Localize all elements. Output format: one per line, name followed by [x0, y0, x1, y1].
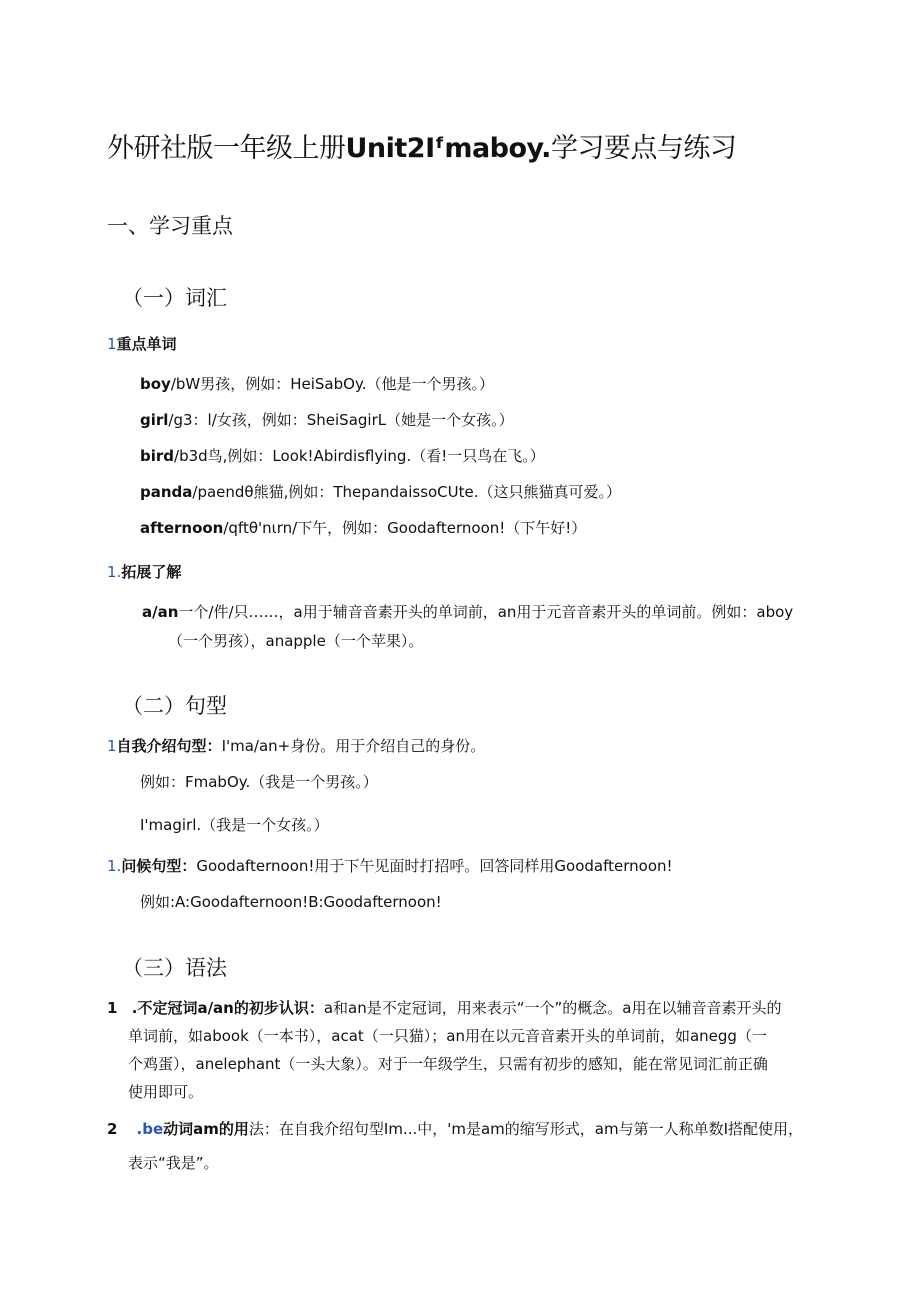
grammar-item1-line2: 单词前，如abook（一本书），acat（一只猫）；an用在以元音音素开头的单词前，如anegg（一: [128, 1027, 767, 1045]
grammar-item1-line4: 使用即可。: [128, 1083, 204, 1101]
word-girl-desc: /g3：l/女孩，例如：SheiSagirL（她是一个女孩。）: [168, 411, 514, 429]
sentence-sub1-text: I'ma/an+身份。用于介绍自己的身份。: [221, 737, 486, 755]
grammar-item1-text1: a和an是不定冠词，用来表示“一个”的概念。a用在以辅音音素开头的: [323, 999, 782, 1017]
word-bird-desc: /b3d鸟,例如：Look!Abirdisflying.（看!一只鸟在飞。）: [174, 447, 545, 465]
vocab-heading: （一）词汇: [122, 286, 227, 310]
grammar-item1-number: 1: [107, 999, 118, 1017]
grammar-item2-line2: 表示“我是”。: [128, 1154, 219, 1172]
word-line-panda: [140, 481, 621, 502]
vocab-sub1-label: 重点单词: [116, 335, 177, 353]
sentence-example-2: I'magirl.（我是一个女孩。）: [140, 816, 329, 834]
word-line-bird: [140, 445, 545, 466]
grammar-item2-label-a: .be: [136, 1120, 164, 1138]
word-girl: girl: [140, 411, 169, 429]
grammar-item2-number: 2: [107, 1120, 118, 1138]
document-title: [107, 126, 736, 165]
vocab-sub1-number: 1: [107, 335, 117, 353]
grammar-item1-label: .不定冠词a/an的初步认识：: [131, 999, 324, 1017]
title-part-2: Unit2Iᶠmaboy.: [345, 133, 551, 164]
word-boy-desc: /bW男孩，例如：HeiSabOy.（他是一个男孩。）: [170, 375, 494, 393]
grammar-item1-line3: 个鸡蛋），anelephant（一头大象）。对于一年级学生，只需有初步的感知，能在常见词汇前正确: [128, 1055, 768, 1073]
title-part-3: 学习要点与练习: [550, 133, 737, 164]
word-panda: panda: [140, 483, 193, 501]
sentence-sub2-number: 1.: [107, 857, 122, 875]
word-bird: bird: [140, 447, 175, 465]
section-heading-key-points: 一、学习重点: [107, 214, 233, 238]
word-line-boy: [140, 373, 494, 394]
sentence-sub2-label: 问候句型：: [121, 857, 197, 875]
sentence-example-1: 例如：FmabOy.（我是一个男孩。）: [140, 773, 378, 791]
vocab-sub2-heading: [107, 561, 181, 582]
grammar-item2-line1: [107, 1118, 803, 1139]
extend-line-1: [142, 601, 793, 622]
sentence-heading: （二）句型: [122, 694, 227, 718]
grammar-heading: （三）语法: [122, 956, 227, 980]
sentence-sub1: [107, 735, 485, 756]
title-part-1: 外研社版一年级上册: [107, 133, 346, 164]
word-afternoon-desc: /qftθ'nιrn/下午，例如：Goodafternoon!（下午好!）: [223, 519, 587, 537]
extend-text-1: 一个/件/只……，a用于辅音音素开头的单词前，an用于元音音素开头的单词前。例如：aboy: [178, 603, 794, 621]
sentence-sub2-text: Goodafternoon!用于下午见面时打招呼。回答同样用Goodafternoon!: [196, 857, 673, 875]
grammar-item1-line1: [107, 997, 782, 1018]
grammar-item2-text1: 法：在自我介绍句型Im...中，'m是am的缩写形式，am与第一人称单数I搭配使用，: [248, 1120, 804, 1138]
vocab-sub2-label: 拓展了解: [121, 563, 182, 581]
sentence-sub2: [107, 855, 673, 876]
word-line-afternoon: [140, 517, 586, 538]
grammar-item2-label-b: 动词am的用: [163, 1120, 249, 1138]
word-boy: boy: [140, 375, 171, 393]
word-afternoon: afternoon: [140, 519, 224, 537]
word-panda-desc: /paendθ熊猫,例如：ThepandaissoCUte.（这只熊猫真可爱。）: [192, 483, 622, 501]
vocab-sub1-heading: [107, 333, 177, 354]
sentence-sub1-label: 自我介绍句型：: [116, 737, 222, 755]
extend-line-2: （一个男孩），anapple（一个苹果）。: [168, 632, 424, 650]
vocab-sub2-number: 1.: [107, 563, 122, 581]
extend-bold: a/an: [142, 603, 179, 621]
sentence-example-3: 例如:A:Goodafternoon!B:Goodafternoon!: [140, 893, 442, 911]
word-line-girl: [140, 409, 514, 430]
sentence-sub1-number: 1: [107, 737, 117, 755]
